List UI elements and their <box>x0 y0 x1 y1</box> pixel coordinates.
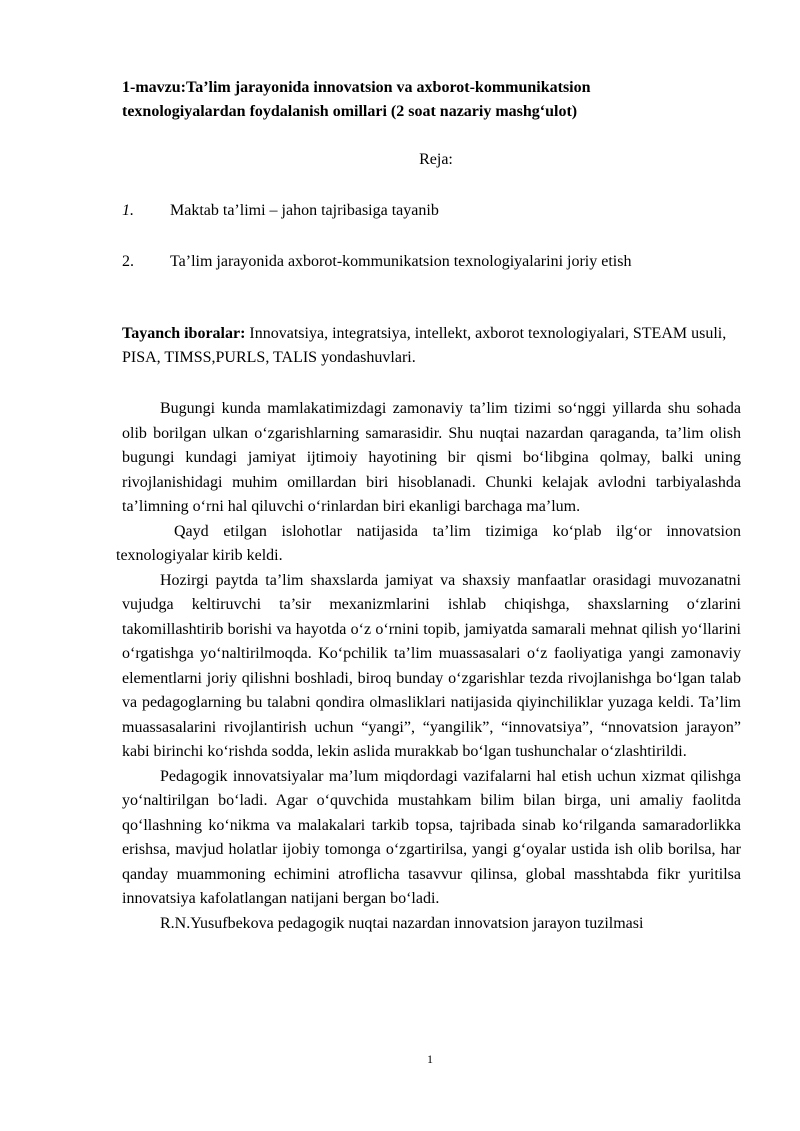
keywords-text: Innovatsiya, integratsiya, intellekt, axborot texnologiyalari, STEAM usuli, PISA, TIMSS,PURLS, TALIS yondashuvlari. <box>122 325 727 366</box>
page-number: 1 <box>427 1052 433 1066</box>
plan-item-number: 1. <box>122 202 134 219</box>
plan-item-1 <box>122 201 439 221</box>
plan-item-number: 2. <box>122 253 134 270</box>
keywords-label: Tayanch iboralar: <box>122 325 246 342</box>
paragraph: R.N.Yusufbekova pedagogik nuqtai nazardan innovatsion jarayon tuzilmasi <box>160 914 644 932</box>
paragraph: Qayd etilgan islohotlar natijasida ta’lim tizimiga ko‘plab ilg‘or innovatsion texnologiyalar kirib keldi. <box>116 522 741 564</box>
body-text <box>116 397 741 936</box>
page-title: 1-mavzu:Ta’lim jarayonida innovatsion va axborot-kommunikatsion texnologiyalardan foydalanish omillari (2 soat nazariy mashg‘ulot) <box>122 79 591 120</box>
plan-heading: Reja: <box>419 151 453 168</box>
paragraph: Hozirgi paytda ta’lim shaxslarda jamiyat va shaxsiy manfaatlar orasidagi muvozanatni vujudga keltiruvchi ta’sir mexanizmlarini ishlab chiqishga, shaxslarning o‘zlarini takomillashtirib borishi va hayotda o‘z o‘rnini topib, jamiyatda samarali mehnat qilish yo‘llarini o‘rgatishga yo‘naltirilmoqda. Ko‘pchilik ta’lim muassasalari o‘z faoliyatiga yangi zamonaviy elementlarni joriy qilishni boshladi, biroq bunday o‘zgarishlar tezda rivojlanishga bo‘lgan talab va pedagoglarning bu talabni qondira olmasliklari natijasida qiyinchiliklar yuzaga keldi. Ta’lim muassasalarini rivojlantirish uchun “yangi”, “yangilik”, “innovatsiya”, “nnovatsion jarayon” kabi birinchi ko‘rishda sodda, lekin aslida murakkab bo‘lgan tushunchalar o‘zlashtirildi. <box>122 571 741 760</box>
plan-item-2 <box>122 250 702 274</box>
paragraph: Bugungi kunda mamlakatimizdagi zamonaviy ta’lim tizimi so‘nggi yillarda shu sohada olib borilgan ulkan o‘zgarishlarning samarasidir. Shu nuqtai nazardan qaraganda, ta’lim olish bugungi kundagi jamiyat ijtimoiy hayotining bir qismi bo‘libgina qolmay, balki uning rivojlanishidagi muhim omillardan biri hisoblanadi. Chunki kelajak avlodni tarbiyalashda ta’limning o‘rni hal qiluvchi o‘rinlardan biri ekanligi barchaga ma’lum. <box>122 400 741 515</box>
paragraph: Pedagogik innovatsiyalar ma’lum miqdordagi vazifalarni hal etish uchun xizmat qilishga yo‘naltirilgan bo‘ladi. Agar o‘quvchida mustahkam bilim bilan birga, uni amaliy faolitda qo‘llashning ko‘nikma va malakalari tarkib topsa, tajribada sinab ko‘rilganda samaradorlikka erishsa, mavjud holatlar ijobiy tomonga o‘zgartirilsa, yangi g‘oyalar ustida ish olib borilsa, har qanday muammoning echimini atroflicha tasavvur qilinsa, global masshtabda fikr yuritilsa innovatsiya kafolatlangan natijani bergan bo‘ladi. <box>122 767 741 907</box>
plan-item-text: Ta’lim jarayonida axborot-kommunikatsion texnologiyalarini joriy etish <box>170 253 632 270</box>
keywords-section <box>122 322 742 370</box>
plan-item-text: Maktab ta’limi – jahon tajribasiga tayanib <box>170 202 439 219</box>
